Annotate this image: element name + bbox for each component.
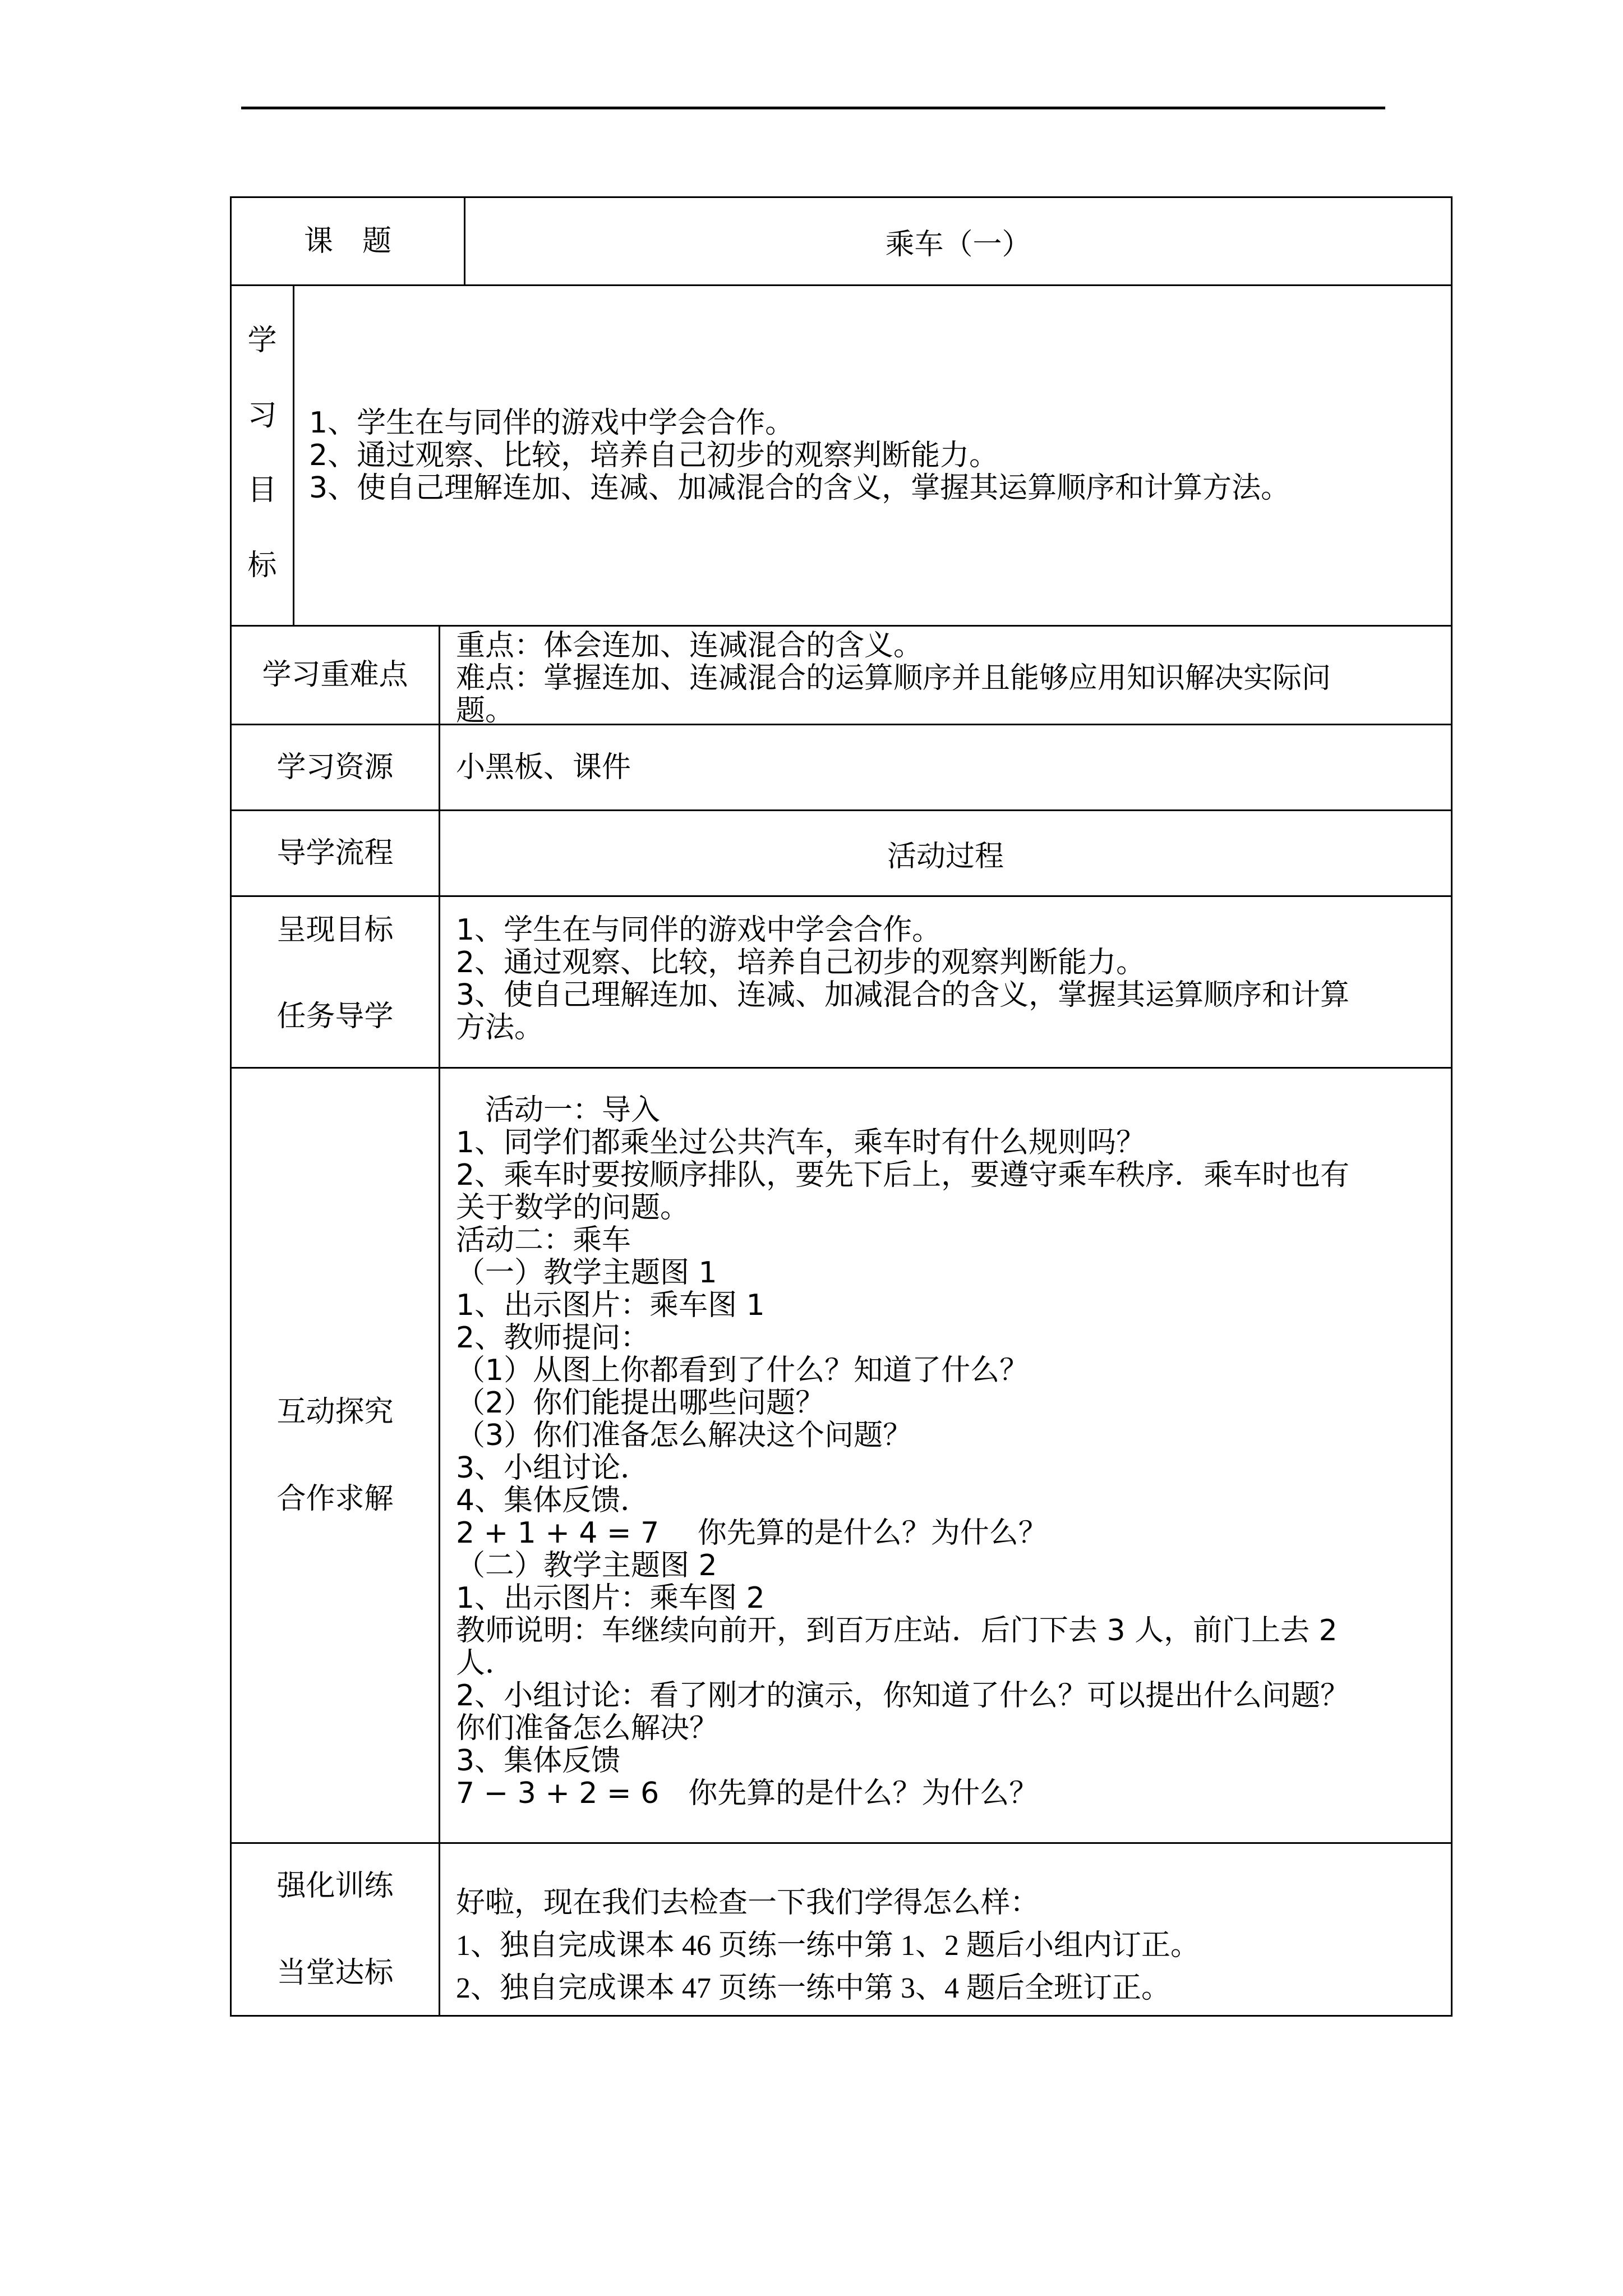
header-rule — [241, 107, 1385, 109]
explore-line: （1）从图上你都看到了什么？知道了什么？ — [456, 1354, 1029, 1387]
explore-label — [232, 1069, 440, 1842]
explore-line: 3、集体反馈 — [456, 1744, 621, 1778]
explore-line: 关于数学的问题。 — [456, 1191, 690, 1225]
objectives-label-char: 习 — [247, 398, 277, 432]
objectives-label-char: 目 — [247, 473, 277, 508]
present-label-line: 任务导学 — [276, 1000, 394, 1034]
objectives-label — [232, 286, 294, 625]
practice-label-line: 当堂达标 — [276, 1955, 394, 1990]
practice-line: 2、独自完成课本 47 页练一练中第 3、4 题后全班订正。 — [456, 1972, 1171, 2004]
flow-label: 导学流程 — [232, 811, 440, 895]
present-content — [440, 897, 1451, 1067]
resources-row — [232, 725, 1451, 811]
practice-label — [232, 1844, 440, 2015]
explore-line: 2、小组讨论：看了刚才的演示，你知道了什么？可以提出什么问题？ — [456, 1679, 1350, 1713]
explore-content — [440, 1069, 1451, 1842]
flow-row — [232, 811, 1451, 897]
present-line: 2、通过观察、比较，培养自己初步的观察判断能力。 — [456, 946, 1146, 979]
key-points-label: 学习重难点 — [232, 627, 440, 724]
explore-line: 2 + 1 + 4 = 7 你先算的是什么？为什么？ — [456, 1516, 1048, 1550]
topic-row — [232, 198, 1451, 286]
objective-item: 3、使自己理解连加、连减、加减混合的含义，掌握其运算顺序和计算方法。 — [309, 471, 1290, 505]
explore-line: 人． — [456, 1646, 515, 1680]
present-row — [232, 897, 1451, 1069]
objective-item: 2、通过观察、比较，培养自己初步的观察判断能力。 — [309, 439, 999, 472]
flow-value: 活动过程 — [887, 839, 1004, 873]
key-point-line: 重点：体会连加、连减混合的含义。 — [456, 629, 923, 662]
explore-line: 1、同学们都乘坐过公共汽车，乘车时有什么规则吗？ — [456, 1126, 1146, 1159]
objectives-label-char: 标 — [247, 548, 277, 582]
explore-line: 1、出示图片：乘车图 2 — [456, 1581, 765, 1615]
explore-line: （二）教学主题图 2 — [456, 1549, 717, 1582]
explore-line: 3、小组讨论． — [456, 1451, 650, 1485]
lesson-plan-table — [230, 196, 1453, 2017]
explore-line: 你们准备怎么解决？ — [456, 1711, 719, 1745]
key-points-row — [232, 627, 1451, 728]
explore-label-line: 互动探究 — [276, 1395, 394, 1429]
explore-line: （3）你们准备怎么解决这个问题？ — [456, 1419, 912, 1452]
explore-line: 7 − 3 + 2 = 6 你先算的是什么？为什么？ — [456, 1777, 1039, 1810]
key-point-line: 题。 — [456, 694, 515, 728]
practice-label-line: 强化训练 — [276, 1869, 394, 1903]
explore-row — [232, 1069, 1451, 1844]
topic-value: 乘车（一） — [885, 227, 1031, 261]
present-label — [232, 897, 440, 1067]
present-line: 3、使自己理解连加、连减、加减混合的含义，掌握其运算顺序和计算 — [456, 978, 1350, 1012]
explore-label-line: 合作求解 — [276, 1481, 394, 1516]
practice-line: 1、独自完成课本 46 页练一练中第 1、2 题后小组内订正。 — [456, 1930, 1200, 1962]
explore-line: 2、教师提问： — [456, 1321, 650, 1355]
explore-line: （一）教学主题图 1 — [456, 1256, 717, 1290]
explore-line: 2、乘车时要按顺序排队，要先下后上，要遵守乘车秩序．乘车时也有 — [456, 1158, 1350, 1192]
present-line: 方法。 — [456, 1011, 544, 1045]
explore-line: 活动二：乘车 — [456, 1223, 631, 1257]
key-point-line: 难点：掌握连加、连减混合的运算顺序并且能够应用知识解决实际问 — [456, 661, 1331, 695]
present-label-line: 呈现目标 — [276, 913, 394, 947]
key-points-content — [440, 627, 1451, 728]
objectives-label-char: 学 — [247, 324, 277, 358]
practice-content — [440, 1844, 1451, 2015]
explore-line: 教师说明：车继续向前开，到百万庄站．后门下去 3 人，前门上去 2 — [456, 1614, 1338, 1648]
objective-item: 1、学生在与同伴的游戏中学会合作。 — [309, 406, 795, 440]
practice-line: 好啦，现在我们去检查一下我们学得怎么样： — [456, 1887, 1040, 1919]
practice-row — [232, 1844, 1451, 2015]
objectives-content — [294, 286, 1451, 625]
objectives-row — [232, 286, 1451, 627]
explore-line: 活动一：导入 — [456, 1093, 661, 1127]
resources-value: 小黑板、课件 — [456, 751, 631, 784]
explore-line: （2）你们能提出哪些问题？ — [456, 1386, 825, 1420]
explore-line: 1、出示图片：乘车图 1 — [456, 1289, 765, 1322]
resources-label: 学习资源 — [232, 725, 440, 809]
present-line: 1、学生在与同伴的游戏中学会合作。 — [456, 913, 942, 947]
explore-line: 4、集体反馈． — [456, 1484, 650, 1517]
topic-label: 课 题 — [232, 198, 465, 284]
